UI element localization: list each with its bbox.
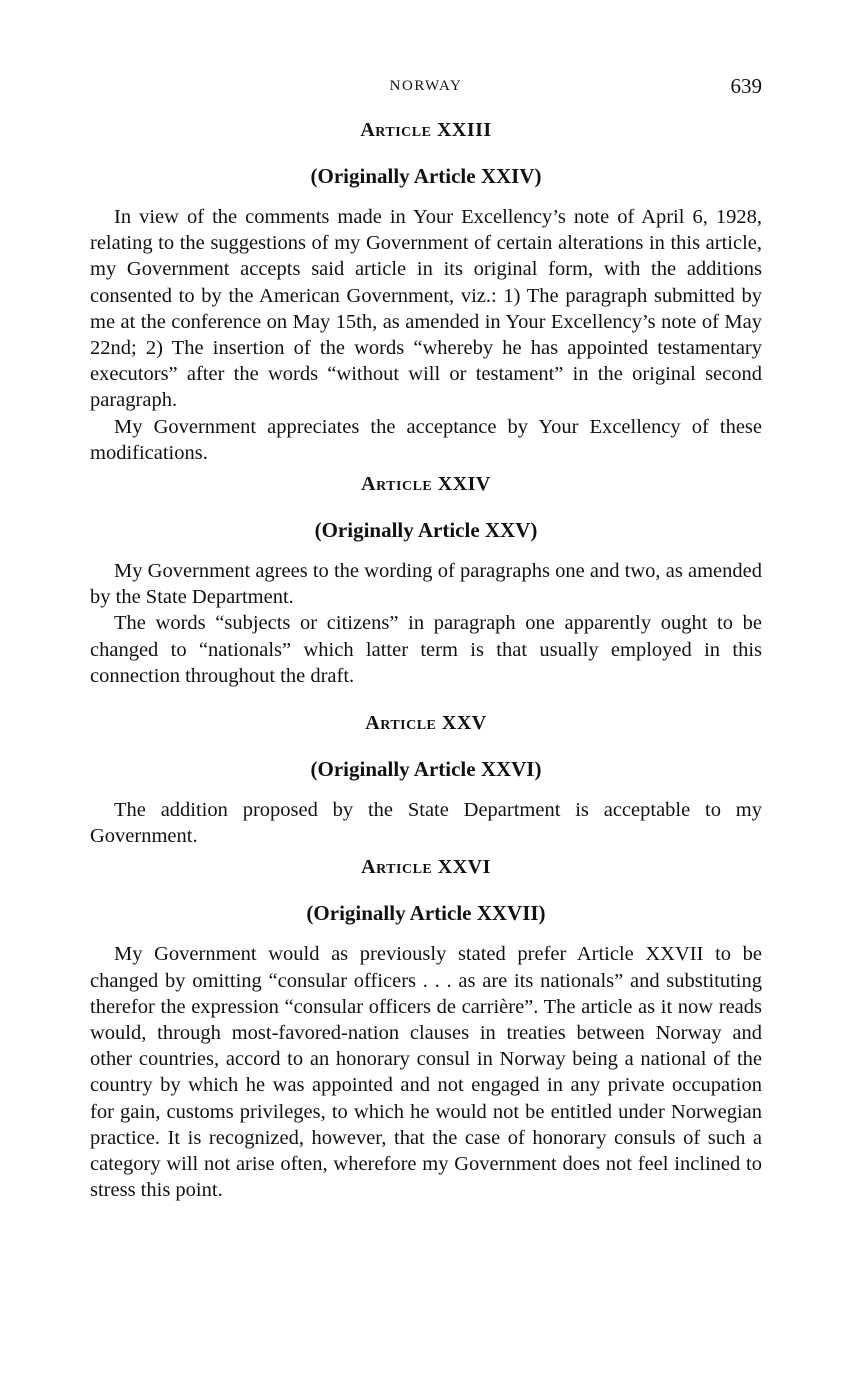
article-xxv-section: [90, 709, 762, 849]
article-xxiv-section: [90, 470, 762, 689]
article-subheading: (Originally Article XXVI): [310, 757, 542, 782]
running-head: [90, 74, 762, 104]
article-subheading: (Originally Article XXVII): [306, 901, 546, 926]
article-xxiii-section: [90, 116, 762, 466]
page-number: 639: [730, 74, 762, 98]
body-paragraph: In view of the comments made in Your Excellency’s note of April 6, 1928, relating to the suggestions of my Government of certain alterations in this article, my Government accepts said article in its original form, with the additions consented to by the American Government, viz.: 1) The paragraph submitted by me at the conference on May 15th, as amended in Your Excellency’s note of May 22nd; 2) The insertion of the words “whereby he has appointed testamentary executors” after the words “without will or testament” in the original second paragraph.: [90, 206, 762, 412]
body-paragraph: The addition proposed by the State Department is acceptable to my Government.: [90, 799, 762, 848]
body-paragraph: My Government would as previously stated prefer Article XXVII to be changed by omitting “consular officers . . . as are its nationals” and substituting therefor the expression “consular officers de carrière”. The article as it now reads would, through most-favored-nation clauses in treaties between Norway and other countries, accord to an honorary consul in Norway being a national of the country by which he was appointed and not engaged in any private occupation for gain, customs privileges, to which he would not be entitled under Norwegian practice. It is recognized, however, that the case of honorary consuls of such a category will not arise often, wherefore my Government does not feel inclined to stress this point.: [90, 943, 762, 1202]
document-body: [90, 116, 762, 1203]
article-heading: Article XXV: [365, 712, 487, 735]
body-paragraph: My Government appreciates the acceptance by Your Excellency of these modifications.: [90, 415, 762, 464]
running-title: NORWAY: [389, 78, 463, 94]
article-subheading: (Originally Article XXIV): [310, 164, 542, 188]
body-paragraph: My Government agrees to the wording of paragraphs one and two, as amended by the State Department.: [90, 560, 762, 609]
article-heading: Article XXVI: [361, 856, 491, 879]
article-heading: Article XXIV: [361, 473, 491, 496]
article-heading: Article XXIII: [360, 119, 492, 141]
body-paragraph: The words “subjects or citizens” in paragraph one apparently ought to be changed to “nationals” which latter term is that usually employed in this connection throughout the draft.: [90, 612, 762, 687]
article-subheading: (Originally Article XXV): [314, 518, 538, 543]
article-xxvi-section: [90, 853, 762, 1203]
